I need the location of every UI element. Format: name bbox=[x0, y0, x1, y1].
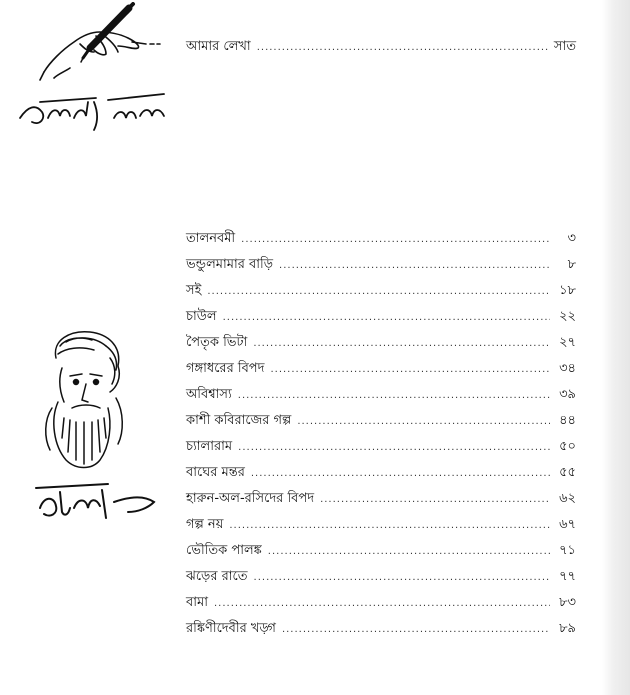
toc-entry-title: গল্প নয় bbox=[186, 517, 224, 532]
toc-entry-title: অবিশ্বাস্য bbox=[186, 387, 232, 402]
toc-entry-title: কাশী কবিরাজের গল্প bbox=[186, 413, 292, 428]
intro-page-number: সাত bbox=[553, 39, 576, 54]
intro-entry[interactable] bbox=[186, 37, 576, 57]
toc-entry-title: বাঘের মন্তর bbox=[186, 465, 245, 480]
toc-entry-page: ৭৭ bbox=[559, 569, 576, 584]
toc-entry[interactable] bbox=[186, 541, 576, 561]
leader-dots bbox=[214, 594, 550, 614]
toc-entry[interactable] bbox=[186, 593, 576, 613]
toc-entry-title: চাউল bbox=[186, 309, 217, 324]
toc-entry-title: রঙ্কিণীদেবীর খড়্গ bbox=[186, 621, 276, 636]
toc-entry[interactable] bbox=[186, 567, 576, 587]
leader-dots bbox=[297, 412, 550, 432]
page-edge-shadow bbox=[602, 0, 630, 695]
toc-entry-page: ৫৫ bbox=[559, 465, 576, 480]
toc-entry-page: ৬২ bbox=[559, 491, 576, 506]
handwritten-caption bbox=[14, 82, 174, 138]
toc-entry-page: ৫০ bbox=[559, 439, 576, 454]
toc-entry[interactable] bbox=[186, 281, 576, 301]
leader-dots bbox=[241, 230, 550, 250]
toc-entry[interactable] bbox=[186, 229, 576, 249]
toc-entry-title: ভৌতিক পালঙ্ক bbox=[186, 543, 262, 558]
leader-dots bbox=[270, 360, 550, 380]
toc-entry-page: ৮৯ bbox=[559, 621, 576, 636]
toc-entry-page: ৩৪ bbox=[559, 361, 576, 376]
toc-entry-page: ৩ bbox=[567, 231, 576, 246]
toc-entry[interactable] bbox=[186, 359, 576, 379]
leader-dots bbox=[279, 256, 550, 276]
leader-dots bbox=[282, 620, 550, 640]
toc-entry-page: ৩৯ bbox=[559, 387, 576, 402]
toc-entry-page: ৪৪ bbox=[559, 413, 576, 428]
leader-dots bbox=[254, 568, 550, 588]
leader-dots bbox=[238, 386, 550, 406]
leader-dots bbox=[229, 516, 550, 536]
author-portrait bbox=[36, 328, 128, 474]
author-signature bbox=[30, 478, 160, 522]
intro-title: আমার লেখা bbox=[186, 39, 251, 54]
leader-dots bbox=[207, 282, 550, 302]
leader-dots bbox=[238, 438, 550, 458]
toc-entry-page: ৮ bbox=[567, 257, 576, 272]
toc-entry[interactable] bbox=[186, 411, 576, 431]
leader-dots bbox=[320, 490, 550, 510]
toc-entry[interactable] bbox=[186, 333, 576, 353]
toc-entry-title: পৈতৃক ভিটা bbox=[186, 335, 248, 350]
toc-entry-page: ৮৩ bbox=[559, 595, 576, 610]
toc-entry[interactable] bbox=[186, 307, 576, 327]
toc-entry-page: ২২ bbox=[559, 309, 576, 324]
toc-entry[interactable] bbox=[186, 619, 576, 639]
toc-entry-title: তালনবমী bbox=[186, 231, 236, 246]
hand-writing-illustration bbox=[36, 2, 166, 84]
toc-entry[interactable] bbox=[186, 515, 576, 535]
toc-entry-title: গঙ্গাধরের বিপদ bbox=[186, 361, 265, 376]
toc-entry-title: বামা bbox=[186, 595, 208, 610]
toc-entry[interactable] bbox=[186, 463, 576, 483]
leader-dots bbox=[251, 464, 550, 484]
toc-entry[interactable] bbox=[186, 255, 576, 275]
toc-entry-page: ১৮ bbox=[559, 283, 576, 298]
toc-entry-title: সই bbox=[186, 283, 202, 298]
toc-entry[interactable] bbox=[186, 385, 576, 405]
leader-dots bbox=[253, 334, 550, 354]
toc-entry-title: ঝড়ের রাতে bbox=[186, 569, 248, 584]
toc-entry-page: ২৭ bbox=[559, 335, 576, 350]
toc-entry-title: চ্যালারাম bbox=[186, 439, 233, 454]
toc-entry-page: ৭১ bbox=[559, 543, 576, 558]
toc-entry[interactable] bbox=[186, 437, 576, 457]
toc-entry-title: ভন্ডুলমামার বাড়ি bbox=[186, 257, 274, 272]
leader-dots bbox=[223, 308, 550, 328]
toc-entry-title: হারুন-অল-রসিদের বিপদ bbox=[186, 491, 315, 506]
leader-dots bbox=[268, 542, 550, 562]
leader-dots bbox=[257, 38, 548, 58]
toc-entry-page: ৬৭ bbox=[559, 517, 576, 532]
toc-entry[interactable] bbox=[186, 489, 576, 509]
